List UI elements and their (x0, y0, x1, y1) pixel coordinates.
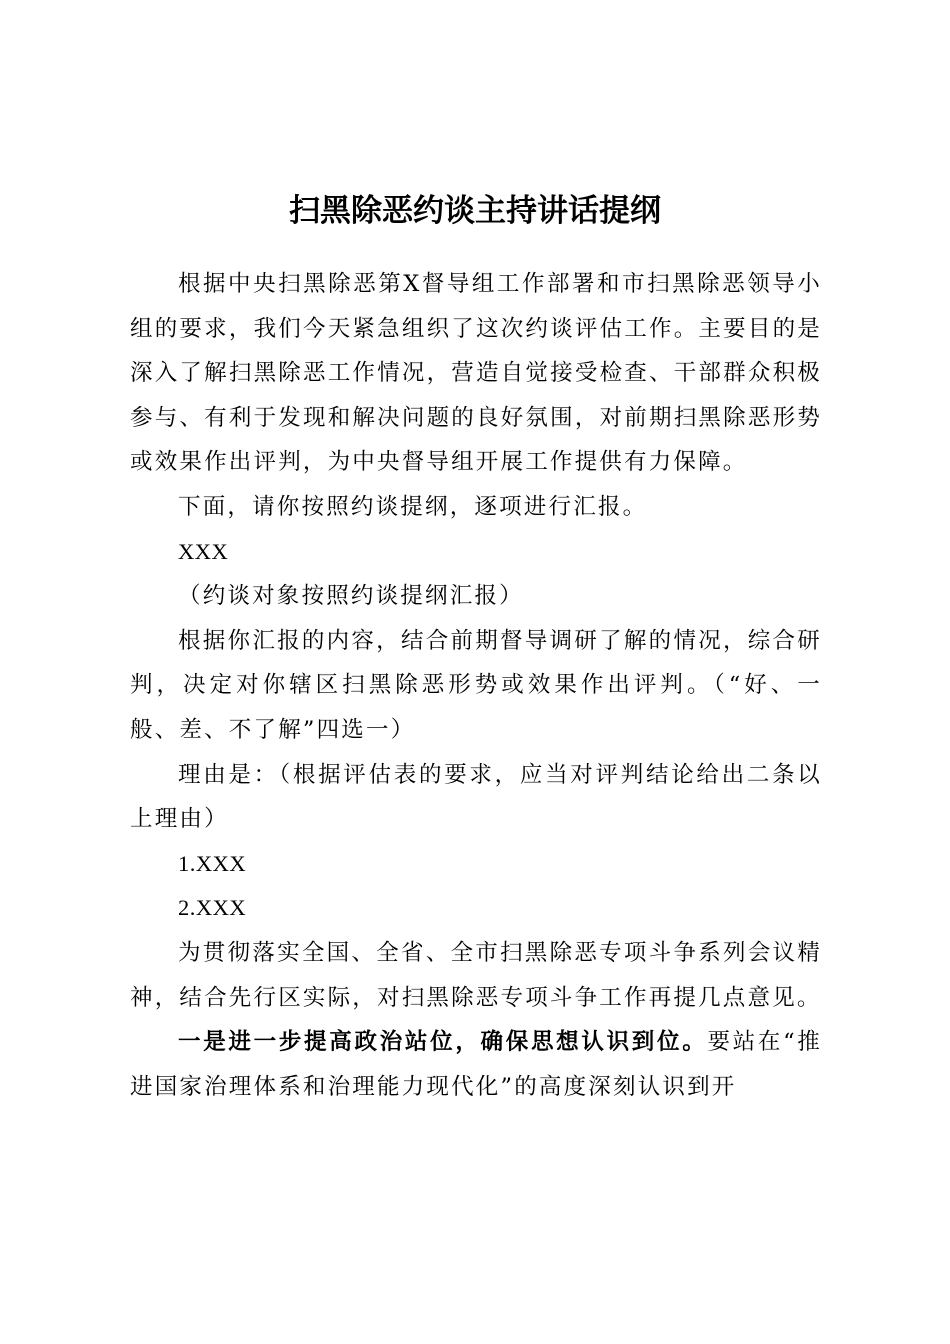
paragraph-opinions: 为贯彻落实全国、全省、全市扫黑除恶专项斗争系列会议精神，结合先行区实际，对扫黑除恶专项斗争工作再提几点意见。 (130, 939, 822, 1011)
paragraph-point-1 (130, 1020, 822, 1109)
paragraph-reason-1: 1.XXX (178, 850, 247, 876)
point-1-lead: 一是进一步提高政治站位，确保思想认识到位。 (178, 1029, 708, 1056)
paragraph-intro: 根据中央扫黑除恶第X督导组工作部署和市扫黑除恶领导小组的要求，我们今天紧急组织了这次约谈评估工作。主要目的是深入了解扫黑除恶工作情况，营造自觉接受检查、干部群众积极参与、有利于发现和解决问题的良好氛围，对前期扫黑除恶形势或效果作出评判，为中央督导组开展工作提供有力保障。 (130, 271, 822, 476)
paragraph-note: （约谈对象按照约谈提纲汇报） (178, 583, 524, 610)
paragraph-reasons: 理由是：（根据评估表的要求，应当对评判结论给出二条以上理由） (130, 761, 822, 833)
paragraph-judgement: 根据你汇报的内容，结合前期督导调研了解的情况，综合研判，决定对你辖区扫黑除恶形势或效果作出评判。（“好、一般、差、不了解”四选一） (130, 627, 822, 743)
paragraph-reason-2: 2.XXX (178, 895, 247, 921)
paragraph-placeholder: XXX (178, 538, 229, 564)
paragraph-request-report: 下面，请你按照约谈提纲，逐项进行汇报。 (178, 493, 648, 520)
document-title: 扫黑除恶约谈主持讲话提纲 (289, 192, 661, 229)
point-1-text: 要站在“推进国家治理体系和治理能力现代化”的高度深刻认识到开 (130, 1029, 822, 1100)
document-body (130, 262, 822, 1109)
